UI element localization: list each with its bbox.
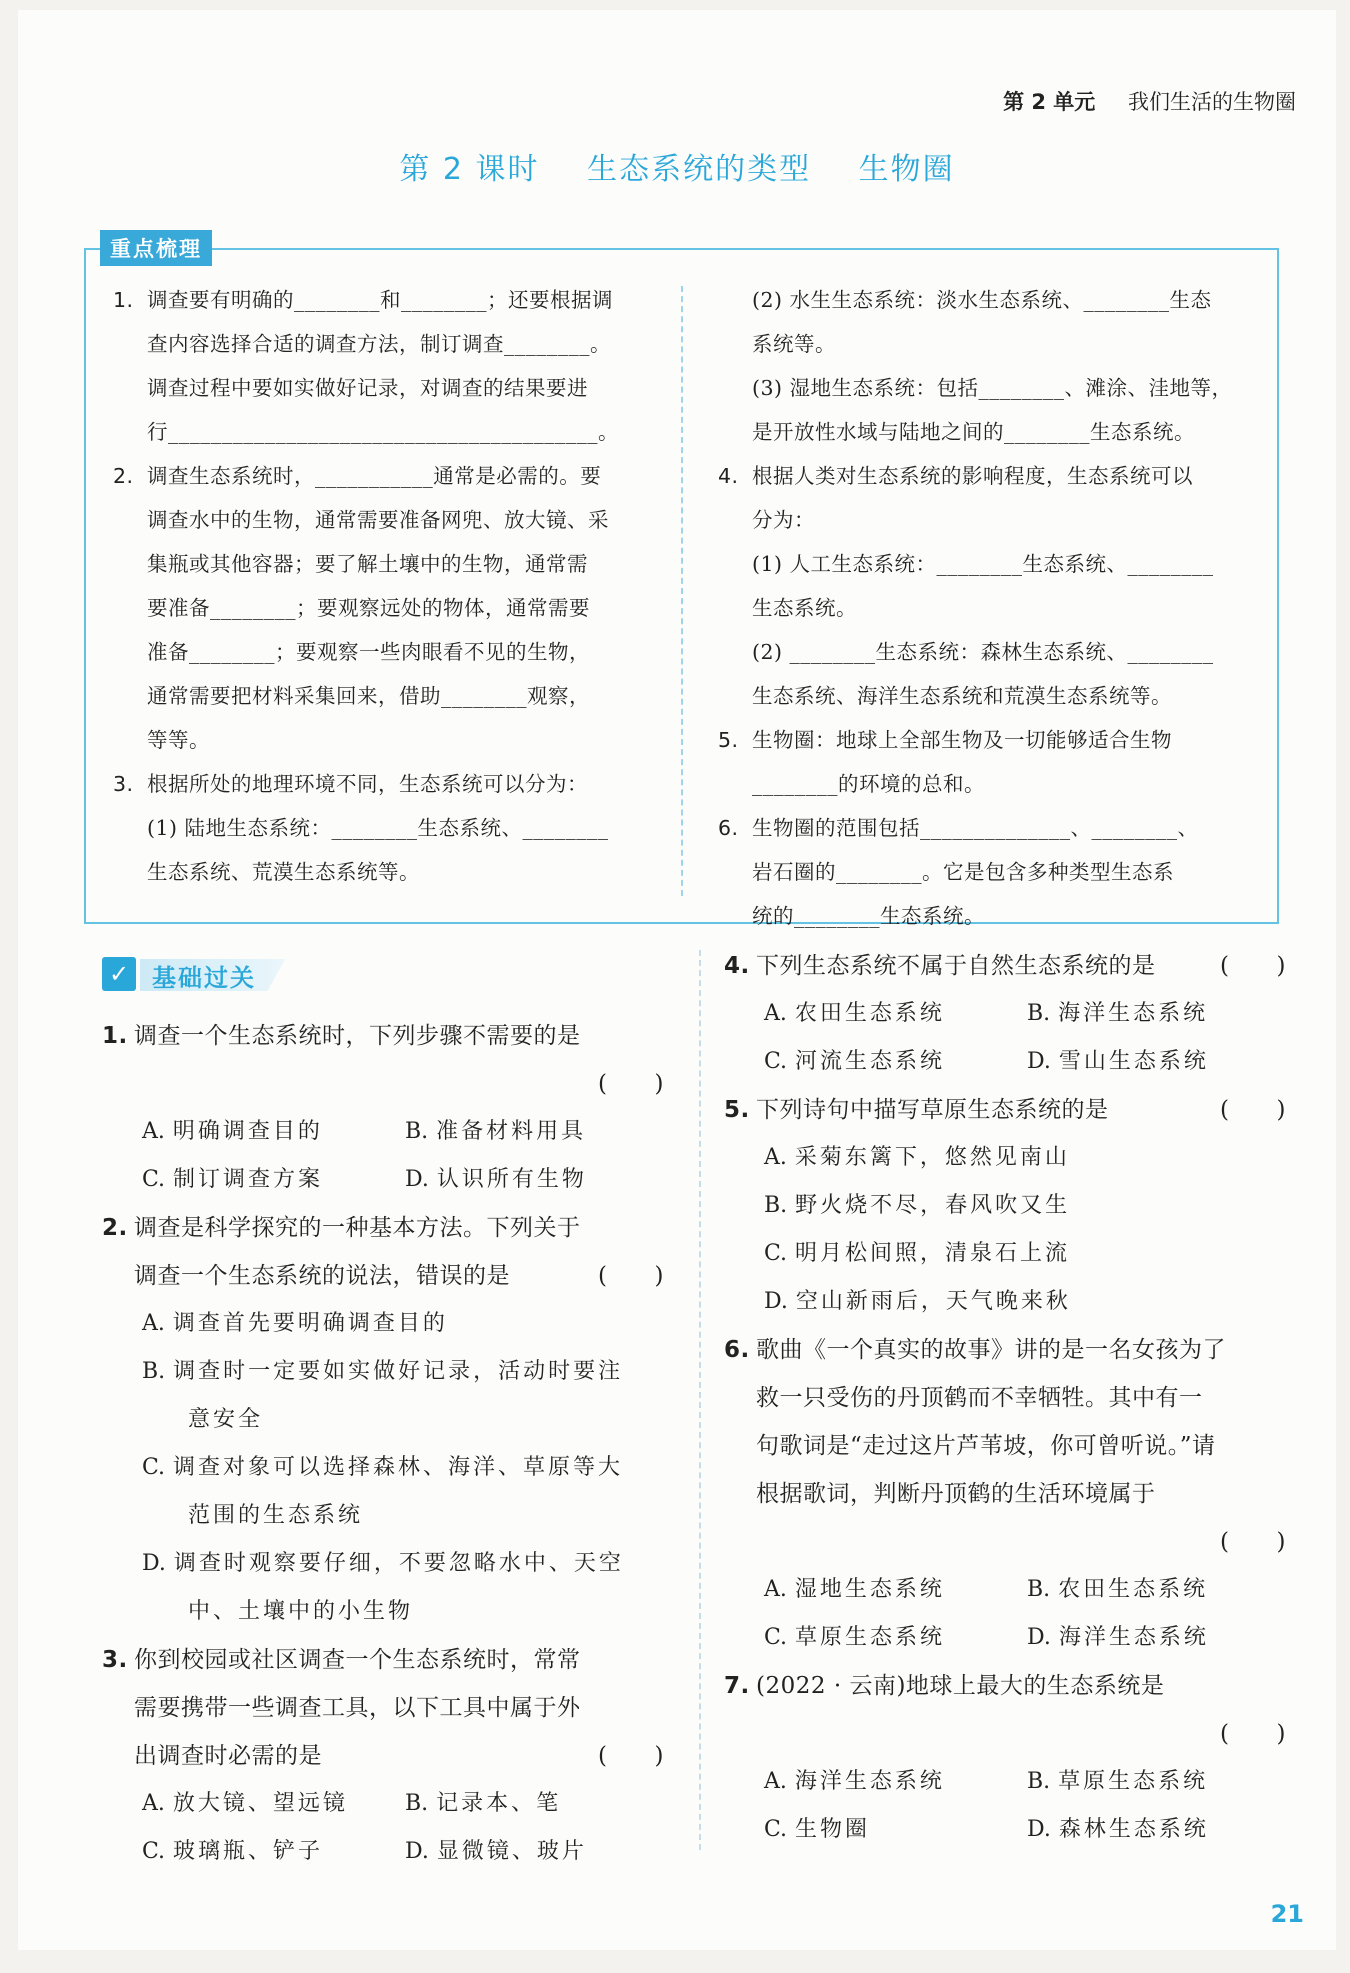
option-row (724, 1614, 1294, 1662)
question-1: 1. 调查一个生态系统时，下列步骤不需要的是 (102, 1023, 581, 1049)
option-b[interactable]: B. 农田生态系统 (1027, 1577, 1209, 1602)
key-point-line: (3) 湿地生态系统：包括________、滩涂、洼地等， (752, 376, 1233, 400)
key-point-line: (1) 人工生态系统：________生态系统、________ (752, 552, 1214, 576)
unit-title: 我们生活的生物圈 (1128, 90, 1296, 114)
key-point-line: 4. 根据人类对生态系统的影响程度，生态系统可以 (718, 464, 1193, 488)
option-row (102, 1828, 672, 1876)
option-c[interactable]: C. 生物圈 (764, 1817, 871, 1842)
option-a[interactable]: A. 调查首先要明确调查目的 (142, 1311, 448, 1336)
option-d[interactable]: D. 调查时观察要仔细，不要忽略水中、天空 (142, 1551, 624, 1576)
key-point-line: 3. 根据所处的地理环境不同，生态系统可以分为： (113, 772, 588, 796)
key-points-right-column (718, 278, 1268, 938)
questions-right-column (724, 942, 1294, 1854)
key-point-line: 查内容选择合适的调查方法，制订调查________。 (147, 332, 611, 356)
key-point-line: 生态系统。 (752, 596, 857, 620)
answer-paren: ( ) (1220, 1721, 1286, 1747)
question-6-line-3: 句歌词是“走过这片芦苇坡，你可曾听说。”请 (756, 1433, 1216, 1459)
option-d[interactable]: D. 认识所有生物 (405, 1167, 587, 1192)
answer-paren: ( ) (598, 1071, 664, 1097)
option-b[interactable]: B. 草原生态系统 (1027, 1769, 1209, 1794)
page-number: 21 (1270, 1900, 1304, 1928)
key-point-line: 等等。 (147, 728, 210, 752)
option-b[interactable]: B. 准备材料用具 (405, 1119, 587, 1144)
key-point-line: 6. 生物圈的范围包括______________、________、 (718, 816, 1199, 840)
question-3: 3. 你到校园或社区调查一个生态系统时，常常 (102, 1647, 581, 1673)
option-c[interactable]: C. 调查对象可以选择森林、海洋、草原等大 (142, 1455, 624, 1480)
key-point-line: (2) 水生生态系统：淡水生态系统、________生态 (752, 288, 1212, 312)
option-row (724, 1806, 1294, 1854)
option-a[interactable]: A. 海洋生态系统 (764, 1769, 945, 1794)
key-point-line: 1. 调查要有明确的________和________；还要根据调 (113, 288, 613, 312)
lesson-number: 第 2 课时 (399, 152, 540, 187)
option-b-continued: 意安全 (188, 1407, 264, 1432)
option-c[interactable]: C. 制订调查方案 (142, 1167, 324, 1192)
option-d[interactable]: D. 空山新雨后，天气晚来秋 (764, 1289, 1071, 1314)
option-a[interactable]: A. 采菊东篱下，悠然见南山 (764, 1145, 1070, 1170)
question-5: 5. 下列诗句中描写草原生态系统的是 ( ) (724, 1097, 1286, 1123)
option-a[interactable]: A. 放大镜、望远镜 (142, 1791, 348, 1816)
option-c[interactable]: C. 玻璃瓶、铲子 (142, 1839, 324, 1864)
question-3-line-2: 需要携带一些调查工具，以下工具中属于外 (134, 1695, 581, 1721)
key-point-line: 调查过程中要如实做好记录，对调查的结果要进 (147, 376, 588, 400)
question-2-line-2: 调查一个生态系统的说法，错误的是 ( ) (134, 1263, 664, 1289)
option-row (724, 1758, 1294, 1806)
option-b[interactable]: B. 海洋生态系统 (1027, 1001, 1209, 1026)
question-2: 2. 调查是科学探究的一种基本方法。下列关于 (102, 1215, 581, 1241)
lesson-title-part-1: 生态系统的类型 (587, 152, 812, 187)
question-6-line-2: 救一只受伤的丹顶鹤而不幸牺牲。其中有一 (756, 1385, 1203, 1411)
option-a[interactable]: A. 农田生态系统 (764, 1001, 945, 1026)
key-points-left-column (113, 278, 673, 894)
option-row (724, 1566, 1294, 1614)
option-c-continued: 范围的生态系统 (188, 1503, 364, 1528)
key-point-line: (1) 陆地生态系统：________生态系统、________ (147, 816, 609, 840)
key-point-line: 行________________________________________。 (147, 420, 619, 444)
checkbox-icon: ✓ (102, 957, 136, 991)
key-point-line: 统的________生态系统。 (752, 904, 985, 928)
key-point-line: 集瓶或其他容器；要了解土壤中的生物，通常需 (147, 552, 588, 576)
option-row (724, 1038, 1294, 1086)
running-head (1003, 86, 1296, 116)
option-row (102, 1108, 672, 1156)
option-d[interactable]: D. 显微镜、玻片 (405, 1839, 587, 1864)
unit-label: 第 2 单元 (1003, 90, 1096, 114)
option-b[interactable]: B. 调查时一定要如实做好记录，活动时要注 (142, 1359, 624, 1384)
option-b[interactable]: B. 野火烧不尽，春风吹又生 (764, 1193, 1071, 1218)
question-4: 4. 下列生态系统不属于自然生态系统的是 ( ) (724, 953, 1286, 979)
key-point-line: 生态系统、荒漠生态系统等。 (147, 860, 420, 884)
option-d[interactable]: D. 海洋生态系统 (1027, 1625, 1209, 1650)
option-c[interactable]: C. 草原生态系统 (764, 1625, 946, 1650)
key-point-line: 生态系统、海洋生态系统和荒漠生态系统等。 (752, 684, 1172, 708)
basics-heading-text: 基础过关 (152, 964, 256, 992)
question-3-line-3: 出调查时必需的是 ( ) (134, 1743, 664, 1769)
question-6-line-4: 根据歌词，判断丹顶鹤的生活环境属于 (756, 1481, 1156, 1507)
key-point-line: 通常需要把材料采集回来，借助________观察， (147, 684, 590, 708)
question-6: 6. 歌曲《一个真实的故事》讲的是一名女孩为了 (724, 1337, 1226, 1363)
option-a[interactable]: A. 明确调查目的 (142, 1119, 323, 1144)
lesson-title (18, 144, 1336, 188)
option-b[interactable]: B. 记录本、笔 (405, 1791, 562, 1816)
basics-heading (102, 955, 292, 995)
key-point-line: 要准备________；要观察远处的物体，通常需要 (147, 596, 590, 620)
key-point-line: 分为： (752, 508, 815, 532)
key-point-line: 是开放性水域与陆地之间的________生态系统。 (752, 420, 1195, 444)
key-point-line: 2. 调查生态系统时，___________通常是必需的。要 (113, 464, 602, 488)
questions-left-column (102, 1012, 672, 1876)
key-points-divider (681, 286, 683, 896)
key-point-line: ________的环境的总和。 (752, 772, 985, 796)
option-c[interactable]: C. 明月松间照，清泉石上流 (764, 1241, 1071, 1266)
key-points-heading: 重点梳理 (100, 230, 212, 266)
key-point-line: (2) ________生态系统：森林生态系统、________ (752, 640, 1214, 664)
option-d[interactable]: D. 雪山生态系统 (1027, 1049, 1209, 1074)
key-point-line: 准备________；要观察一些肉眼看不见的生物， (147, 640, 590, 664)
option-d[interactable]: D. 森林生态系统 (1027, 1817, 1209, 1842)
questions-divider (699, 950, 701, 1850)
question-7: 7. (2022 · 云南)地球上最大的生态系统是 (724, 1673, 1165, 1699)
lesson-title-part-2: 生物圈 (858, 152, 955, 187)
answer-paren: ( ) (1220, 1529, 1286, 1555)
key-point-line: 系统等。 (752, 332, 836, 356)
key-point-line: 岩石圈的________。它是包含多种类型生态系 (752, 860, 1174, 884)
option-d-continued: 中、土壤中的小生物 (188, 1599, 414, 1624)
option-a[interactable]: A. 湿地生态系统 (764, 1577, 945, 1602)
option-row (102, 1156, 672, 1204)
key-point-line: 5. 生物圈：地球上全部生物及一切能够适合生物 (718, 728, 1172, 752)
option-row (102, 1780, 672, 1828)
textbook-page (18, 10, 1336, 1950)
key-point-line: 调查水中的生物，通常需要准备网兜、放大镜、采 (147, 508, 609, 532)
option-row (724, 990, 1294, 1038)
option-c[interactable]: C. 河流生态系统 (764, 1049, 946, 1074)
